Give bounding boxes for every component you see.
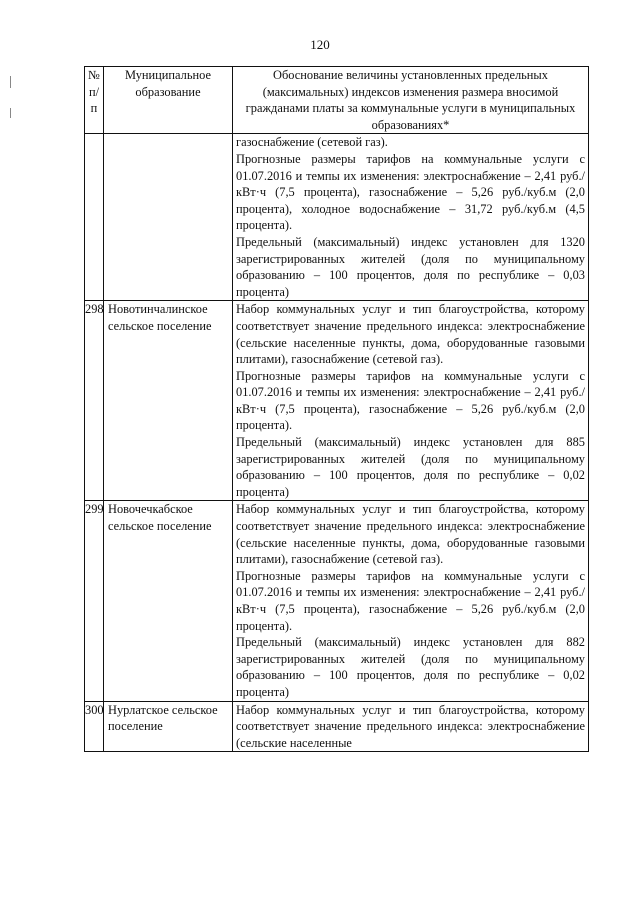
row-municipality: Нурлатское сельское поселение (104, 701, 233, 752)
header-municipality: Муниципальное образование (104, 67, 233, 134)
row-municipality: Новотинчалинское сельское поселение (104, 301, 233, 501)
basis-paragraph: Набор коммунальных услуг и тип благоустройства, которому соответствует значение предельного индекса: электроснабжение (сельские населенные пункты, дома, оборудованные газовыми плитами), газоснабжение (сетевой газ). (236, 502, 585, 567)
page-number: 120 (310, 37, 330, 52)
basis-paragraph: Предельный (максимальный) индекс установлен для 1320 зарегистрированных жителей (доля по муниципальному образованию – 100 процентов, доля по республике – 0,03 процента) (236, 234, 585, 299)
row-basis (233, 701, 589, 752)
table-header-row (85, 67, 589, 134)
basis-paragraph: Набор коммунальных услуг и тип благоустройства, которому соответствует значение предельного индекса: электроснабжение (сельские населенные (236, 702, 585, 750)
row-basis (233, 134, 589, 301)
table-row (85, 701, 589, 752)
basis-paragraph: Набор коммунальных услуг и тип благоустройства, которому соответствует значение предельного индекса: электроснабжение (сельские населенные пункты, дома, оборудованные газовыми плитами), газоснабжение (сетевой газ). (236, 302, 585, 367)
basis-paragraph: Предельный (максимальный) индекс установлен для 882 зарегистрированных жителей (доля по муниципальному образованию – 100 процентов, доля по республике – 0,02 процента) (236, 635, 585, 699)
basis-paragraph: Прогнозные размеры тарифов на коммунальные услуги с 01.07.2016 и темпы их изменения: электроснабжение – 2,41 руб./кВт·ч (7,5 процента), газоснабжение – 5,26 руб./куб.м (2,0 процента). (236, 368, 585, 433)
table-row (85, 501, 589, 701)
basis-paragraph: Прогнозные размеры тарифов на коммунальные услуги с 01.07.2016 и темпы их изменения: электроснабжение – 2,41 руб./кВт·ч (7,5 процента), газоснабжение – 5,26 руб./куб.м (2,0 процента). (236, 568, 585, 633)
basis-paragraph: Предельный (максимальный) индекс установлен для 885 зарегистрированных жителей (доля по муниципальному образованию – 100 процентов, доля по республике – 0,02 процента) (236, 435, 585, 499)
tariff-index-table (84, 66, 589, 752)
row-municipality (104, 134, 233, 301)
row-municipality: Новочечкабское сельское поселение (104, 501, 233, 701)
scan-margin-mark-bottom (10, 108, 11, 118)
row-number (85, 134, 104, 301)
basis-paragraph: газоснабжение (сетевой газ). (236, 135, 388, 150)
basis-paragraph: Прогнозные размеры тарифов на коммунальные услуги с 01.07.2016 и темпы их изменения: электроснабжение – 2,41 руб./кВт·ч (7,5 процента), газоснабжение – 5,26 руб./куб.м (2,0 процента), холодное водоснабжение – 31,72 руб./куб.м (4,5 процента). (236, 151, 585, 233)
row-basis (233, 501, 589, 701)
row-number: 300 (85, 701, 104, 752)
table-row (85, 134, 589, 301)
scan-margin-mark-top (10, 76, 11, 88)
header-basis: Обоснование величины установленных предельных (максимальных) индексов изменения размера вносимой гражданами платы за коммунальные услуги в муниципальных образованиях* (233, 67, 589, 134)
header-number: № п/п (85, 67, 104, 134)
table-row (85, 301, 589, 501)
row-basis (233, 301, 589, 501)
row-number: 299 (85, 501, 104, 701)
row-number: 298 (85, 301, 104, 501)
